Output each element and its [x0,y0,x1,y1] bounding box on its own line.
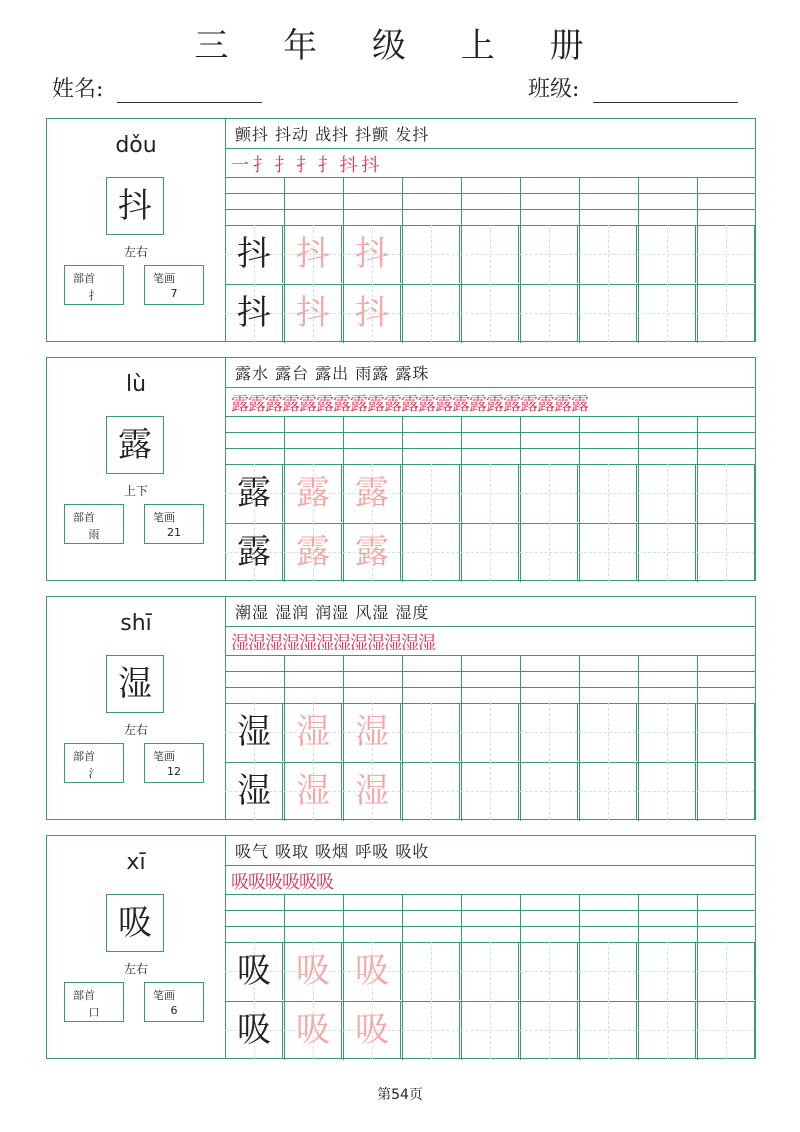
writing-cell[interactable] [697,523,755,581]
grid-line [225,387,755,388]
practice-block [46,118,756,342]
writing-cell[interactable] [402,942,460,1000]
writing-cell[interactable] [343,225,401,283]
char-box: 吸 [106,894,164,952]
writing-cell[interactable] [343,284,401,342]
trace-char: 吸 [355,951,389,991]
practice-grid [225,836,755,1058]
stroke-label: 笔画 [153,750,175,763]
writing-cell[interactable] [638,1001,696,1059]
stroke-count: 21 [167,526,181,539]
writing-cell[interactable] [343,523,401,581]
char-info-panel [47,597,226,819]
writing-cell[interactable] [343,762,401,820]
writing-cell[interactable] [284,523,342,581]
char-box: 湿 [106,655,164,713]
writing-cell[interactable] [225,523,283,581]
grid-line [225,910,755,911]
structure-label: 左右 [123,723,148,737]
writing-cell[interactable] [343,942,401,1000]
writing-cell[interactable] [225,464,283,522]
grid-line [225,894,755,895]
writing-cell[interactable] [461,523,519,581]
practice-grid [225,597,755,819]
writing-cell[interactable] [284,1001,342,1059]
practice-grid [225,119,755,341]
writing-cell[interactable] [520,703,578,761]
trace-char: 露 [355,473,389,513]
writing-cell[interactable] [284,464,342,522]
writing-cell[interactable] [461,762,519,820]
writing-cell[interactable] [225,703,283,761]
radical-value: 口 [88,1006,100,1019]
char-box: 抖 [106,177,164,235]
writing-cell[interactable] [461,1001,519,1059]
pinyin: xī [126,850,146,875]
class-field-row [528,72,738,103]
page-title: 三 年 级 上 册 [194,26,606,66]
class-label: 班级: [528,77,580,102]
model-char: 湿 [237,712,271,752]
practice-grid [225,358,755,580]
writing-cell[interactable] [402,464,460,522]
trace-char: 吸 [355,1010,389,1050]
writing-cell[interactable] [579,284,637,342]
radical-box [64,504,124,544]
stroke-order: 一 扌 扌 扌 扌 抖 抖 [231,155,379,176]
writing-cell[interactable] [638,523,696,581]
writing-cell[interactable] [461,284,519,342]
writing-cell[interactable] [520,942,578,1000]
char-box: 露 [106,416,164,474]
trace-char: 抖 [296,234,330,274]
writing-cell[interactable] [520,523,578,581]
practice-block [46,835,756,1059]
page-number: 第54页 [377,1087,423,1103]
writing-cell[interactable] [638,464,696,522]
writing-cell[interactable] [697,284,755,342]
writing-cell[interactable] [520,284,578,342]
stroke-box [144,982,204,1022]
name-input-line[interactable] [117,76,262,103]
writing-cell[interactable] [402,523,460,581]
writing-cell[interactable] [402,1001,460,1059]
writing-cell[interactable] [225,1001,283,1059]
structure-label: 左右 [123,245,148,259]
trace-char: 湿 [355,712,389,752]
radical-value: 雨 [88,528,100,541]
model-char: 露 [237,532,271,572]
writing-cell[interactable] [225,225,283,283]
trace-char: 吸 [296,1010,330,1050]
writing-cell[interactable] [638,762,696,820]
word-list: 颤抖 抖动 战抖 抖颤 发抖 [235,125,430,144]
trace-char: 抖 [296,293,330,333]
radical-box [64,982,124,1022]
grid-line [225,926,755,927]
pinyin: lù [125,372,147,397]
grid-line [225,626,755,627]
stroke-order: 露露露露露露露露露露露露露露露露露露露露露 [231,394,588,415]
model-char: 湿 [237,771,271,811]
grid-line [225,148,755,149]
radical-value: 氵 [88,767,100,780]
model-char: 抖 [237,234,271,274]
grid-line [225,209,755,210]
grid-line [225,671,755,672]
structure-label: 左右 [123,962,148,976]
grid-line [225,448,755,449]
radical-box [64,265,124,305]
stroke-box [144,265,204,305]
writing-cell[interactable] [343,1001,401,1059]
writing-cell[interactable] [461,225,519,283]
name-label: 姓名: [52,77,104,102]
writing-cell[interactable] [461,703,519,761]
char-info-panel [47,358,226,580]
writing-cell[interactable] [579,1001,637,1059]
char-info-panel [47,836,226,1058]
stroke-label: 笔画 [153,272,175,285]
writing-cell[interactable] [520,464,578,522]
stroke-box [144,504,204,544]
writing-cell[interactable] [579,464,637,522]
writing-cell[interactable] [579,703,637,761]
model-char: 抖 [237,293,271,333]
radical-label: 部首 [73,750,95,763]
trace-char: 吸 [296,951,330,991]
writing-cell[interactable] [225,762,283,820]
structure-label: 上下 [123,484,148,498]
writing-cell[interactable] [638,225,696,283]
radical-value: 扌 [88,289,100,302]
writing-cell[interactable] [284,225,342,283]
pinyin: dǒu [115,133,157,158]
trace-char: 露 [296,532,330,572]
practice-block [46,357,756,581]
writing-cell[interactable] [638,703,696,761]
grid-line [225,416,755,417]
word-list: 潮湿 湿润 润湿 风湿 湿度 [235,603,430,622]
stroke-box [144,743,204,783]
writing-cell[interactable] [638,284,696,342]
writing-cell[interactable] [520,1001,578,1059]
trace-char: 抖 [355,234,389,274]
writing-cell[interactable] [697,703,755,761]
writing-cell[interactable] [284,703,342,761]
writing-cell[interactable] [343,464,401,522]
writing-cell[interactable] [402,703,460,761]
word-list: 露水 露台 露出 雨露 露珠 [235,364,430,383]
trace-char: 湿 [296,771,330,811]
model-char: 吸 [237,951,271,991]
grid-line [225,865,755,866]
radical-box [64,743,124,783]
model-char: 露 [237,473,271,513]
writing-cell[interactable] [343,703,401,761]
trace-char: 湿 [355,771,389,811]
writing-cell[interactable] [402,284,460,342]
writing-cell[interactable] [225,284,283,342]
writing-cell[interactable] [697,225,755,283]
char-info-panel [47,119,226,341]
writing-cell[interactable] [402,225,460,283]
writing-cell[interactable] [402,762,460,820]
stroke-count: 12 [167,765,181,778]
pinyin: shī [120,611,152,636]
writing-cell[interactable] [697,1001,755,1059]
writing-cell[interactable] [697,942,755,1000]
stroke-order: 吸吸吸吸吸吸 [231,872,333,893]
grid-line [225,655,755,656]
stroke-count: 6 [170,1004,178,1017]
trace-char: 露 [296,473,330,513]
writing-cell[interactable] [579,523,637,581]
writing-cell[interactable] [697,464,755,522]
writing-cell[interactable] [284,284,342,342]
stroke-count: 7 [170,287,178,300]
stroke-label: 笔画 [153,511,175,524]
writing-cell[interactable] [520,225,578,283]
writing-cell[interactable] [461,942,519,1000]
trace-char: 湿 [296,712,330,752]
radical-label: 部首 [73,511,95,524]
stroke-label: 笔画 [153,989,175,1002]
writing-cell[interactable] [579,762,637,820]
grid-line [225,177,755,178]
word-list: 吸气 吸取 吸烟 呼吸 吸收 [235,842,430,861]
radical-label: 部首 [73,272,95,285]
writing-cell[interactable] [579,942,637,1000]
grid-line [225,193,755,194]
name-field-row [52,72,262,103]
writing-cell[interactable] [284,942,342,1000]
class-input-line[interactable] [593,76,738,103]
radical-label: 部首 [73,989,95,1002]
writing-cell[interactable] [520,762,578,820]
model-char: 吸 [237,1010,271,1050]
trace-char: 露 [355,532,389,572]
stroke-order: 湿湿湿湿湿湿湿湿湿湿湿湿 [231,633,435,654]
grid-line [225,432,755,433]
writing-cell[interactable] [579,225,637,283]
writing-cell[interactable] [697,762,755,820]
writing-cell[interactable] [638,942,696,1000]
grid-line [225,687,755,688]
writing-cell[interactable] [461,464,519,522]
writing-cell[interactable] [225,942,283,1000]
writing-cell[interactable] [284,762,342,820]
practice-block [46,596,756,820]
trace-char: 抖 [355,293,389,333]
